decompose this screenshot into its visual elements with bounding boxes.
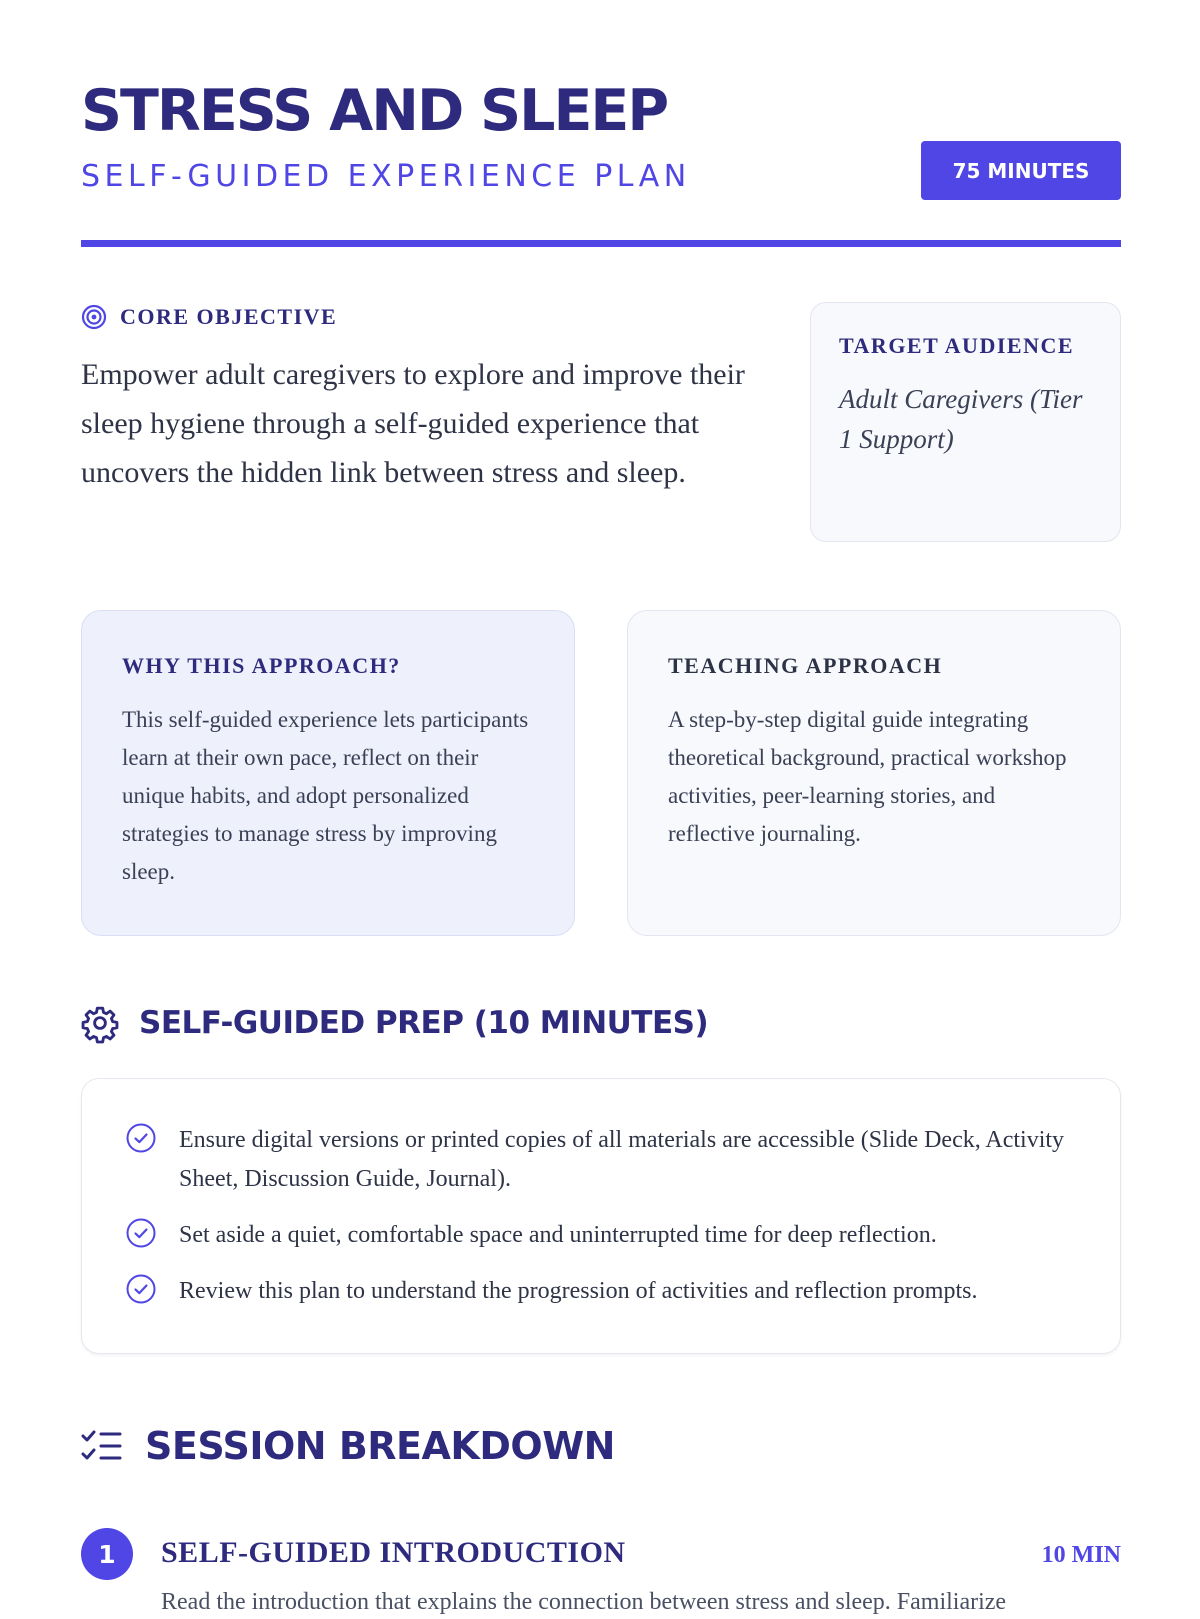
- prep-item-text: Ensure digital versions or printed copies of all materials are accessible (Slide Deck, Activity Sheet, Discussion Guide, Journal).: [179, 1127, 1065, 1192]
- target-icon: [81, 304, 107, 330]
- list-item: [125, 1272, 1080, 1311]
- step-duration: 10 MIN: [1041, 1542, 1121, 1568]
- step-number-badge: 1: [81, 1528, 133, 1580]
- page-subtitle: SELF-GUIDED EXPERIENCE PLAN: [81, 159, 691, 194]
- session-step: [81, 1528, 1121, 1580]
- core-objective-heading: [81, 304, 337, 330]
- target-audience-card: [810, 302, 1121, 542]
- core-objective-label: CORE OBJECTIVE: [120, 304, 338, 329]
- check-circle-icon: [125, 1272, 157, 1305]
- target-audience-value: Adult Caregivers (Tier 1 Support): [839, 384, 1083, 454]
- teaching-approach-label: TEACHING APPROACH: [668, 653, 943, 678]
- header-divider: [81, 240, 1121, 247]
- target-audience-label: TARGET AUDIENCE: [839, 333, 1075, 358]
- lesson-plan-page: [81, 0, 1121, 1615]
- prep-section-heading: [81, 1004, 708, 1042]
- core-objective-text: Empower adult caregivers to explore and improve their sleep hygiene through a self-guided experience that uncovers the hidden link between stress and sleep.: [81, 358, 745, 489]
- prep-section-title: SELF-GUIDED PREP (10 MINUTES): [139, 1005, 709, 1041]
- check-circle-icon: [125, 1216, 157, 1249]
- teaching-approach-card: [627, 610, 1121, 936]
- session-section-title: SESSION BREAKDOWN: [145, 1424, 615, 1468]
- prep-item-text: Set aside a quiet, comfortable space and uninterrupted time for deep reflection.: [179, 1222, 937, 1248]
- why-approach-text: This self-guided experience lets participants learn at their own pace, reflect on their unique habits, and adopt personalized strategies to manage stress by improving sleep.: [122, 707, 529, 884]
- checklist-icon: [81, 1428, 123, 1464]
- session-section-heading: [81, 1424, 615, 1468]
- why-approach-label: WHY THIS APPROACH?: [122, 653, 401, 678]
- step-description: Read the introduction that explains the connection between stress and sleep. Familiarize: [161, 1589, 1007, 1615]
- prep-item-text: Review this plan to understand the progression of activities and reflection prompts.: [179, 1278, 978, 1304]
- prep-checklist-card: [81, 1078, 1121, 1354]
- check-circle-icon: [125, 1121, 157, 1154]
- why-approach-card: [81, 610, 575, 936]
- page-title: STRESS AND SLEEP: [81, 78, 668, 144]
- step-title: SELF-GUIDED INTRODUCTION: [161, 1536, 626, 1569]
- gear-icon: [81, 1004, 119, 1042]
- list-item: [125, 1121, 1080, 1199]
- duration-badge: 75 MINUTES: [921, 141, 1121, 200]
- list-item: [125, 1216, 1080, 1255]
- teaching-approach-text: A step-by-step digital guide integrating theoretical background, practical workshop activities, peer-learning stories, and reflective journaling.: [668, 707, 1067, 846]
